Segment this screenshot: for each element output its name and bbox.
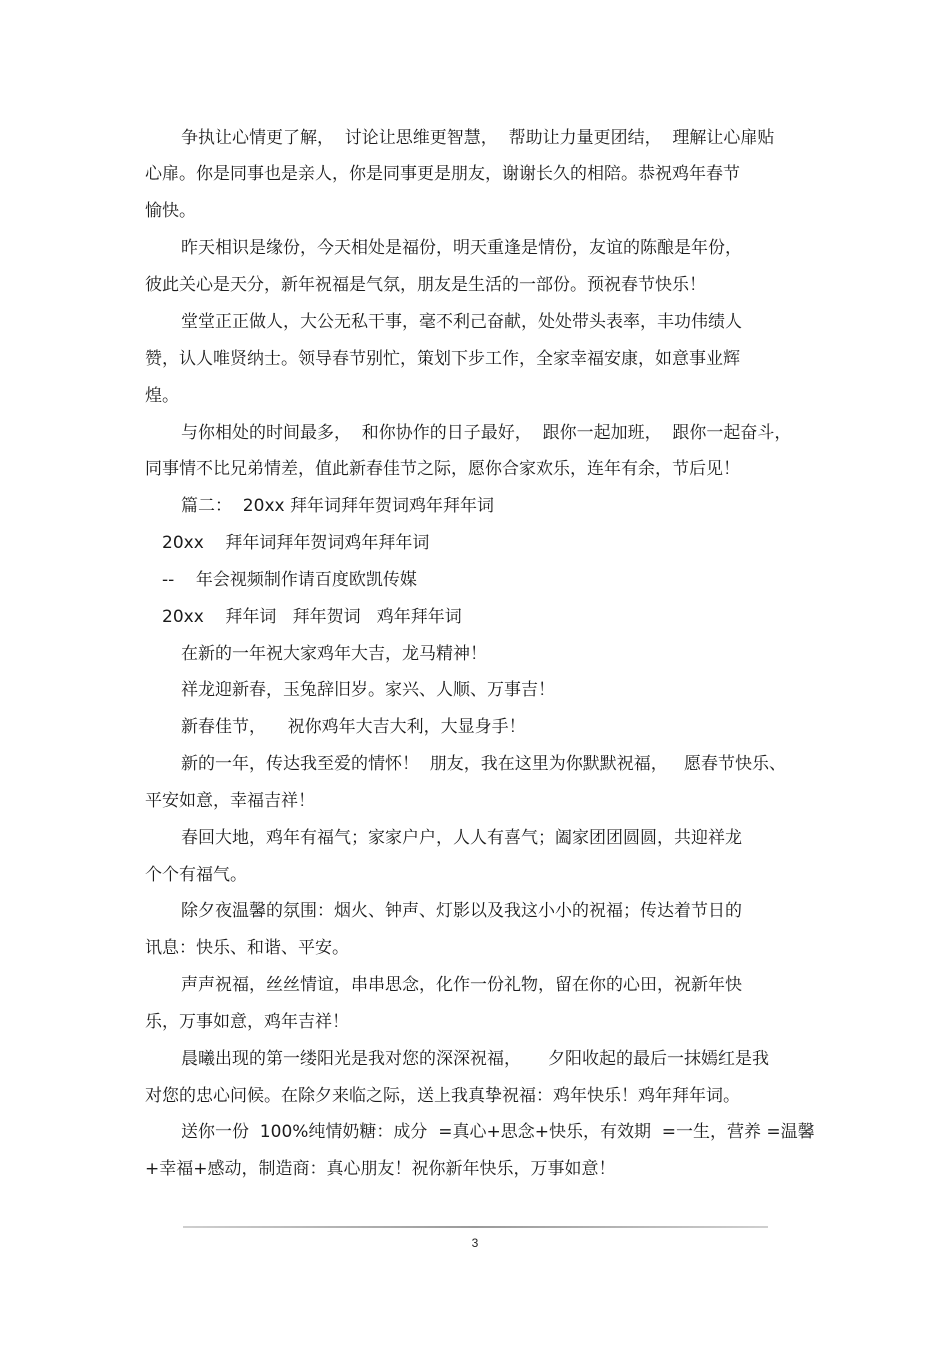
- text-line: 赞，认人唯贤纳士。领导春节别忙，策划下步工作，全家幸福安康，如意事业辉: [145, 349, 740, 369]
- text-line: 送你一份 100%纯情奶糖：成分 =真心+思念+快乐，有效期 =一生，营养 =温馨: [181, 1122, 815, 1142]
- text-line: 晨曦出现的第一缕阳光是我对您的深深祝福， 夕阳收起的最后一抹嫣红是我: [181, 1049, 770, 1069]
- text-line: 春回大地，鸡年有福气；家家户户，人人有喜气；阖家团团圆圆，共迎祥龙: [181, 828, 742, 848]
- text-line: 个个有福气。: [145, 865, 247, 885]
- text-line: +幸福+感动，制造商：真心朋友！祝你新年快乐，万事如意！: [145, 1159, 616, 1179]
- text-line: 20xx 拜年词拜年贺词鸡年拜年词: [162, 533, 430, 553]
- text-line: -- 年会视频制作请百度欧凯传媒: [162, 570, 417, 590]
- text-line: 20xx 拜年词 拜年贺词 鸡年拜年词: [162, 607, 462, 627]
- text-line: 乐，万事如意，鸡年吉祥！: [145, 1012, 349, 1032]
- text-line: 讯息：快乐、和谐、平安。: [145, 938, 349, 958]
- text-line: 与你相处的时间最多， 和你协作的日子最好， 跟你一起加班， 跟你一起奋斗，: [181, 423, 792, 443]
- text-line: 除夕夜温馨的氛围：烟火、钟声、灯影以及我这小小的祝福；传达着节日的: [181, 901, 742, 921]
- footer-divider: [183, 1226, 768, 1228]
- text-line: 争执让心情更了解， 讨论让思维更智慧， 帮助让力量更团结， 理解让心扉贴: [181, 128, 775, 148]
- page-number: 3: [471, 1236, 479, 1250]
- section-heading: 篇二： 20xx 拜年词拜年贺词鸡年拜年词: [181, 496, 494, 516]
- text-line: 心扉。你是同事也是亲人，你是同事更是朋友，谢谢长久的相陪。恭祝鸡年春节: [145, 164, 740, 184]
- text-line: 彼此关心是天分，新年祝福是气氛，朋友是生活的一部份。预祝春节快乐！: [145, 275, 706, 295]
- text-line: 新的一年，传达我至爱的情怀！ 朋友，我在这里为你默默祝福， 愿春节快乐、: [181, 754, 787, 774]
- text-line: 平安如意，幸福吉祥！: [145, 791, 315, 811]
- text-line: 昨天相识是缘份，今天相处是福份，明天重逢是情份，友谊的陈酿是年份，: [181, 238, 742, 258]
- text-line: 声声祝福，丝丝情谊，串串思念，化作一份礼物，留在你的心田，祝新年快: [181, 975, 742, 995]
- text-line: 新春佳节， 祝你鸡年大吉大利，大显身手！: [181, 717, 526, 737]
- text-line: 同事情不比兄弟情差，值此新春佳节之际，愿你合家欢乐，连年有余，节后见！: [145, 459, 740, 479]
- text-line: 堂堂正正做人，大公无私干事，毫不利己奋献，处处带头表率，丰功伟绩人: [181, 312, 742, 332]
- text-line: 煌。: [145, 386, 179, 406]
- text-line: 对您的忠心问候。在除夕来临之际，送上我真挚祝福：鸡年快乐！鸡年拜年词。: [145, 1086, 740, 1106]
- text-line: 祥龙迎新春，玉兔辞旧岁。家兴、人顺、万事吉！: [181, 680, 555, 700]
- text-line: 在新的一年祝大家鸡年大吉，龙马精神！: [181, 644, 487, 664]
- text-line: 愉快。: [145, 201, 196, 221]
